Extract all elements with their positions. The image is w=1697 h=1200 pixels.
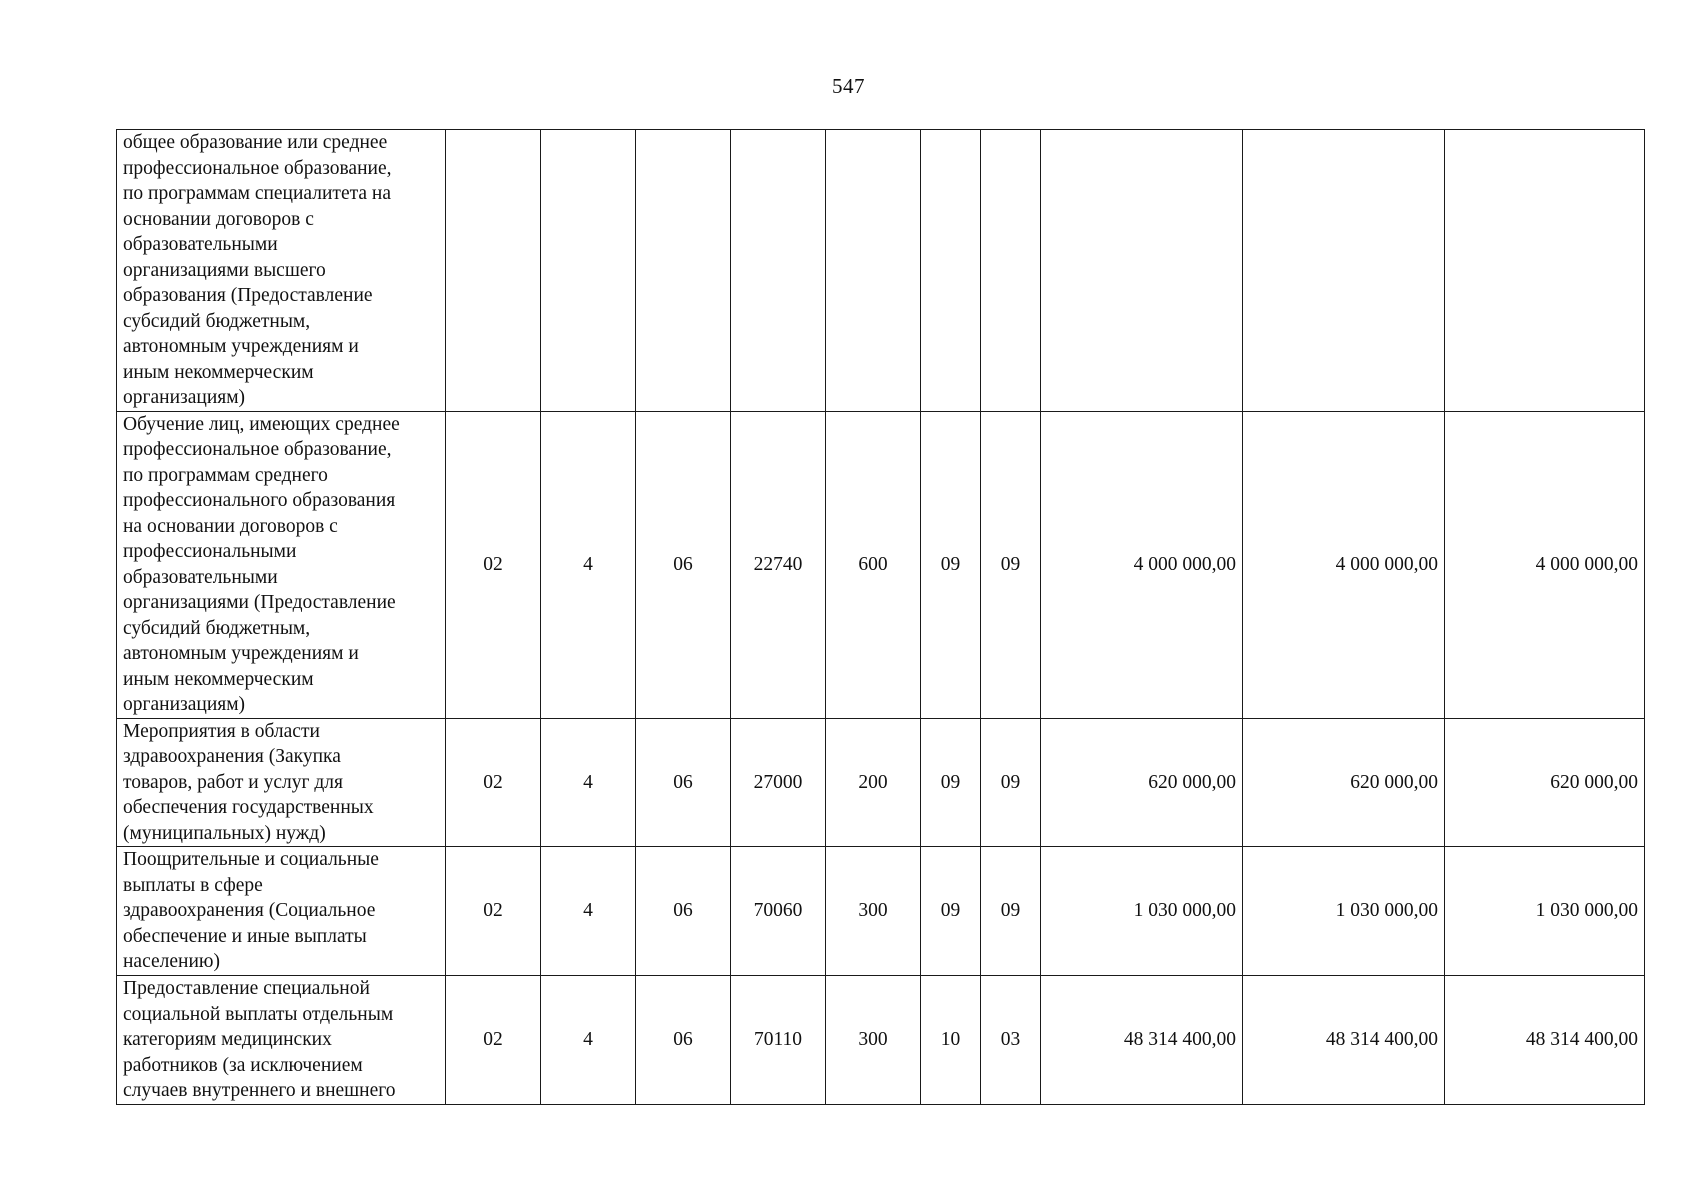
table-row [117,847,1645,976]
table-row [117,718,1645,847]
row-description: Обучение лиц, имеющих среднее профессиональное образование, по программам среднего профессионального образования на основании договоров с профессиональными образовательными организациями (Предоставление субсидий бюджетным, автономным учреждениям и иным некоммерческим организациям) [117,411,446,718]
program-code-cell: 02 [446,718,541,847]
main-activity-code-cell: 06 [636,718,731,847]
row-description: Поощрительные и социальные выплаты в сфере здравоохранения (Социальное обеспечение и иные выплаты населению) [117,847,446,976]
main-activity-code-cell: 06 [636,976,731,1105]
direction-code-cell: 70060 [731,847,826,976]
amount-cell-3: 620 000,00 [1445,718,1645,847]
amount-cell-1: 48 314 400,00 [1041,976,1243,1105]
program-code-cell [446,130,541,412]
table-row [117,976,1645,1105]
amount-cell-1 [1041,130,1243,412]
page-number: 547 [832,74,865,98]
program-code-cell: 02 [446,411,541,718]
subsection-cell: 09 [981,718,1041,847]
amount-cell-3: 4 000 000,00 [1445,411,1645,718]
section-cell: 09 [921,847,981,976]
subprogram-code-cell: 4 [541,976,636,1105]
program-code-cell: 02 [446,976,541,1105]
table-row [117,411,1645,718]
amount-cell-1: 1 030 000,00 [1041,847,1243,976]
subprogram-code-cell [541,130,636,412]
amount-cell-3: 1 030 000,00 [1445,847,1645,976]
subsection-cell [981,130,1041,412]
subsection-cell: 09 [981,411,1041,718]
direction-code-cell: 70110 [731,976,826,1105]
amount-cell-2: 1 030 000,00 [1243,847,1445,976]
direction-code-cell: 27000 [731,718,826,847]
amount-cell-2: 620 000,00 [1243,718,1445,847]
amount-cell-1: 620 000,00 [1041,718,1243,847]
budget-table [116,129,1645,1105]
subsection-cell: 03 [981,976,1041,1105]
main-activity-code-cell [636,130,731,412]
section-cell [921,130,981,412]
expense-type-cell: 300 [826,847,921,976]
expense-type-cell [826,130,921,412]
row-description: Мероприятия в области здравоохранения (Закупка товаров, работ и услуг для обеспечения государственных (муниципальных) нужд) [117,718,446,847]
subprogram-code-cell: 4 [541,847,636,976]
section-cell: 09 [921,718,981,847]
amount-cell-2: 4 000 000,00 [1243,411,1445,718]
expense-type-cell: 200 [826,718,921,847]
amount-cell-3 [1445,130,1645,412]
amount-cell-2 [1243,130,1445,412]
amount-cell-3: 48 314 400,00 [1445,976,1645,1105]
table-row [117,130,1645,412]
direction-code-cell [731,130,826,412]
amount-cell-1: 4 000 000,00 [1041,411,1243,718]
expense-type-cell: 600 [826,411,921,718]
row-description: Предоставление специальной социальной выплаты отдельным категориям медицинских работников (за исключением случаев внутреннего и внешнего [117,976,446,1105]
amount-cell-2: 48 314 400,00 [1243,976,1445,1105]
expense-type-cell: 300 [826,976,921,1105]
subprogram-code-cell: 4 [541,411,636,718]
program-code-cell: 02 [446,847,541,976]
main-activity-code-cell: 06 [636,847,731,976]
row-description: общее образование или среднее профессиональное образование, по программам специалитета на основании договоров с образовательными организациями высшего образования (Предоставление субсидий бюджетным, автономным учреждениям и иным некоммерческим организациям) [117,130,446,412]
section-cell: 09 [921,411,981,718]
subsection-cell: 09 [981,847,1041,976]
direction-code-cell: 22740 [731,411,826,718]
main-activity-code-cell: 06 [636,411,731,718]
section-cell: 10 [921,976,981,1105]
subprogram-code-cell: 4 [541,718,636,847]
